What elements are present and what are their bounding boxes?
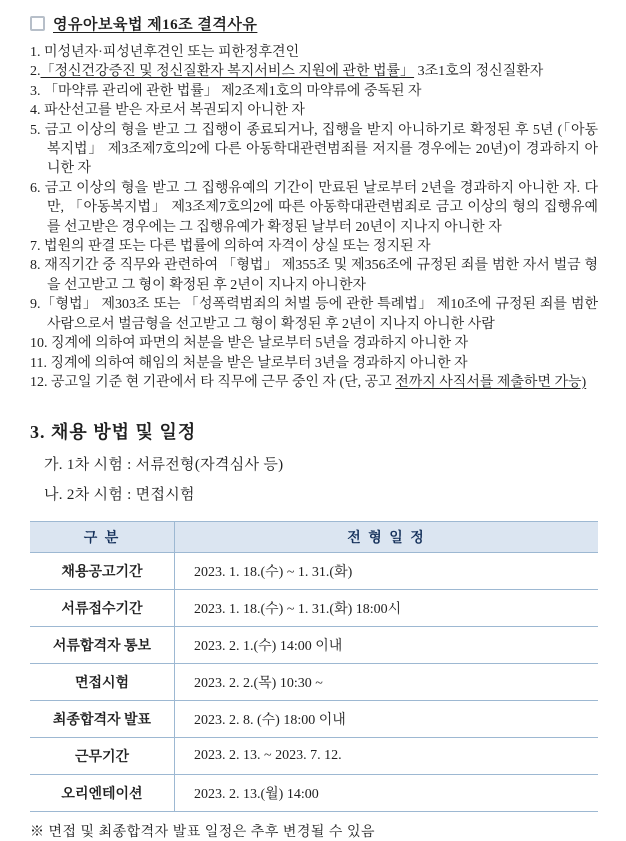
table-row <box>30 775 598 812</box>
row-value: 2023. 2. 8. (수) 18:00 이내 <box>175 701 599 738</box>
row-value: 2023. 2. 1.(수) 14:00 이내 <box>175 627 599 664</box>
list-item-text: 파산선고를 받은 자로서 복권되지 아니한 자 <box>44 103 305 119</box>
row-label: 근무기간 <box>30 738 175 775</box>
list-item <box>30 373 598 392</box>
list-item-number: 5. <box>30 122 45 138</box>
schedule-table <box>30 521 598 812</box>
row-value: 2023. 1. 18.(수) ~ 1. 31.(화) 18:00시 <box>175 590 599 627</box>
list-item <box>30 82 598 101</box>
list-item-text: 「형법」 제303조 또는 「성폭력범죄의 처벌 등에 관한 특례법」 제10조에 규정된 죄를 범한 사람으로서 벌금형을 선고받고 그 형이 확정된 후 2년이 지나지 아니한 사람 <box>40 297 598 332</box>
table-header-row <box>30 522 598 553</box>
row-label: 최종합격자 발표 <box>30 701 175 738</box>
method-line-first-exam: 가. 1차 시험 : 서류전형(자격심사 등) <box>44 457 284 474</box>
list-item <box>30 179 598 237</box>
list-item-text: 공고일 기준 현 기관에서 타 직무에 근무 중인 자 (단, 공고 <box>51 374 396 390</box>
section-title: 3. 채용 방법 및 일정 <box>30 422 197 443</box>
list-item-number: 7. <box>30 239 44 255</box>
method-line-second-exam: 나. 2차 시험 : 면접시험 <box>44 487 195 504</box>
row-value: 2023. 2. 13.(월) 14:00 <box>175 775 599 812</box>
schedule-table-head <box>30 522 598 553</box>
list-item <box>30 354 598 373</box>
table-row <box>30 627 598 664</box>
list-item-number: 4. <box>30 103 44 119</box>
document-title-text: 영유아보육법 제16조 결격사유 <box>53 17 258 33</box>
empty-checkbox-icon <box>30 16 45 31</box>
list-item-number: 2. <box>30 64 41 80</box>
row-label: 오리엔테이션 <box>30 775 175 812</box>
table-row <box>30 553 598 590</box>
table-row <box>30 738 598 775</box>
table-header-category: 구 분 <box>30 522 175 553</box>
table-row <box>30 701 598 738</box>
list-item-text: 금고 이상의 형을 받고 그 집행이 종료되거나, 집행을 받지 아니하기로 확정된 후 5년 (「아동복지법」 제3조제7호의2에 다른 아동학대관련범죄를 저지를 경우에는 20년)이 경과하지 아니한 자 <box>44 122 598 177</box>
list-item <box>30 121 598 179</box>
list-item-text: 금고 이상의 형을 받고 그 집행유예의 기간이 만료된 날로부터 2년을 경과하지 아니한 자. 다만, 「아동복지법」 제3조제7호의2에 따른 아동학대관련범죄로 금고 이상의 형의 집행유예 를 선고받은 경우에는 그 집행유예가 확정된 날부터 20년이 지나지 아니한 자 <box>44 180 598 235</box>
table-row <box>30 664 598 701</box>
list-item-text: 재직기간 중 직무와 관련하여 「형법」 제355조 및 제356조에 규정된 죄를 범한 자서 벌금 형을 선고받고 그 형이 확정된 후 2년이 지나지 아니한자 <box>44 258 598 293</box>
row-value: 2023. 2. 2.(목) 10:30 ~ <box>175 664 599 701</box>
list-item-number: 6. <box>30 180 45 196</box>
list-item-number: 11. <box>30 355 51 371</box>
list-item <box>30 334 598 353</box>
list-item-number: 9. <box>30 297 41 313</box>
schedule-table-body <box>30 553 598 812</box>
list-item-number: 3. <box>30 83 44 99</box>
list-item-text: 법원의 판결 또는 다른 법률에 의하여 자격이 상실 또는 정지된 자 <box>44 239 431 255</box>
list-item-underlined-text: 「정신건강증진 및 정신질환자 복지서비스 지원에 관한 법률」 <box>40 64 415 80</box>
list-item-number: 12. <box>30 374 51 390</box>
list-item-number: 10. <box>30 336 51 352</box>
row-label: 면접시험 <box>30 664 175 701</box>
list-item <box>30 256 598 295</box>
row-label: 서류합격자 통보 <box>30 627 175 664</box>
list-item <box>30 43 598 62</box>
document-title <box>30 13 598 34</box>
list-item <box>30 101 598 120</box>
table-header-schedule: 전 형 일 정 <box>175 522 599 553</box>
row-value: 2023. 1. 18.(수) ~ 1. 31.(화) <box>175 553 599 590</box>
list-item <box>30 295 598 334</box>
list-item-text: 징계에 의하여 해임의 처분을 받은 날로부터 3년을 경과하지 아니한 자 <box>50 355 468 371</box>
list-item-number: 1. <box>30 45 44 60</box>
list-item <box>30 62 598 81</box>
row-label: 채용공고기간 <box>30 553 175 590</box>
list-item-text: 징계에 의하여 파면의 처분을 받은 날로부터 5년을 경과하지 아니한 자 <box>51 336 469 352</box>
list-item <box>30 237 598 256</box>
row-value: 2023. 2. 13. ~ 2023. 7. 12. <box>175 738 599 775</box>
list-item-number: 8. <box>30 258 45 274</box>
list-item-underlined-text: 전까지 사직서를 제출하면 가능) <box>395 374 587 390</box>
list-item-text: 3조1호의 정신질환자 <box>414 64 544 80</box>
footnote: ※ 면접 및 최종합격자 발표 일정은 추후 변경될 수 있음 <box>30 825 376 841</box>
table-row <box>30 590 598 627</box>
disqualification-list <box>30 43 598 392</box>
row-label: 서류접수기간 <box>30 590 175 627</box>
list-item-text: 「마약류 관리에 관한 법률」 제2조제1호의 마약류에 중독된 자 <box>44 83 422 99</box>
list-item-text: 미성년자·피성년후견인 또는 피한정후견인 <box>44 45 300 60</box>
